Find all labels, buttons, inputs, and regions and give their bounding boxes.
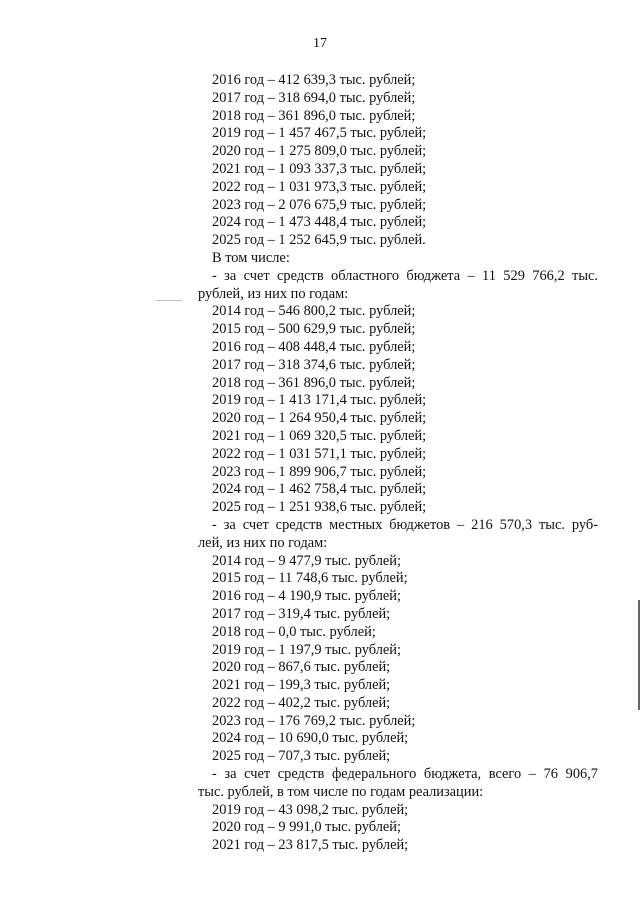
text-line: 2022 год – 1 031 973,3 тыс. рублей; bbox=[212, 178, 427, 195]
text-line: 2024 год – 1 473 448,4 тыс. рублей; bbox=[212, 214, 427, 231]
text-line: 2017 год – 318 374,6 тыс. рублей; bbox=[212, 356, 416, 373]
page-number: 17 bbox=[313, 36, 327, 51]
text-line: лей, из них по годам: bbox=[198, 534, 328, 551]
text-line: - за счет средств местных бюджетов – 216 570,3 тыс. руб- bbox=[212, 516, 598, 533]
text-line: 2023 год – 176 769,2 тыс. рублей; bbox=[212, 712, 416, 729]
text-line: 2022 год – 1 031 571,1 тыс. рублей; bbox=[212, 445, 427, 462]
text-line: 2016 год – 412 639,3 тыс. рублей; bbox=[212, 72, 416, 88]
text-line: 2020 год – 1 275 809,0 тыс. рублей; bbox=[212, 143, 427, 160]
text-line: 2015 год – 11 748,6 тыс. рублей; bbox=[212, 570, 408, 587]
text-line: 2021 год – 199,3 тыс. рублей; bbox=[212, 677, 391, 694]
text-line: 2014 год – 546 800,2 тыс. рублей; bbox=[212, 303, 416, 320]
text-line: 2024 год – 1 462 758,4 тыс. рублей; bbox=[212, 481, 427, 498]
text-line: 2021 год – 23 817,5 тыс. рублей; bbox=[212, 837, 409, 854]
text-line: 2019 год – 1 197,9 тыс. рублей; bbox=[212, 641, 401, 658]
text-line: 2015 год – 500 629,9 тыс. рублей; bbox=[212, 321, 416, 338]
text-line: 2020 год – 867,6 тыс. рублей; bbox=[212, 659, 391, 676]
text-line: 2018 год – 361 896,0 тыс. рублей; bbox=[212, 374, 416, 391]
text-line: 2016 год – 4 190,9 тыс. рублей; bbox=[212, 588, 401, 605]
text-line: 2021 год – 1 093 337,3 тыс. рублей; bbox=[212, 160, 427, 177]
text-line: тыс. рублей, в том числе по годам реализации: bbox=[198, 783, 484, 800]
text-line: 2018 год – 0,0 тыс. рублей; bbox=[212, 623, 376, 640]
text-line: 2024 год – 10 690,0 тыс. рублей; bbox=[212, 730, 409, 747]
text-line: 2020 год – 9 991,0 тыс. рублей; bbox=[212, 819, 401, 836]
text-line: 2023 год – 2 076 675,9 тыс. рублей; bbox=[212, 196, 427, 213]
text-line: 2017 год – 319,4 тыс. рублей; bbox=[212, 605, 391, 622]
document-body bbox=[198, 72, 598, 855]
text-line: 2017 год – 318 694,0 тыс. рублей; bbox=[212, 89, 416, 106]
text-line: 2025 год – 1 251 938,6 тыс. рублей; bbox=[212, 499, 427, 516]
text-line: 2025 год – 707,3 тыс. рублей; bbox=[212, 748, 391, 765]
text-line: 2023 год – 1 899 906,7 тыс. рублей; bbox=[212, 463, 427, 480]
text-line: 2018 год – 361 896,0 тыс. рублей; bbox=[212, 107, 416, 124]
text-line: - за счет средств федерального бюджета, всего – 76 906,7 bbox=[212, 766, 598, 783]
text-line: 2025 год – 1 252 645,9 тыс. рублей. bbox=[212, 232, 426, 249]
text-line: 2020 год – 1 264 950,4 тыс. рублей; bbox=[212, 410, 427, 427]
scan-speck bbox=[156, 300, 182, 301]
text-line: В том числе: bbox=[212, 249, 290, 266]
text-line: 2021 год – 1 069 320,5 тыс. рублей; bbox=[212, 427, 427, 444]
text-line: - за счет средств областного бюджета – 11 529 766,2 тыс. bbox=[212, 267, 598, 284]
text-line: 2014 год – 9 477,9 тыс. рублей; bbox=[212, 552, 401, 569]
text-line: 2022 год – 402,2 тыс. рублей; bbox=[212, 694, 391, 711]
text-line: 2019 год – 1 457 467,5 тыс. рублей; bbox=[212, 125, 427, 142]
text-line: 2019 год – 43 098,2 тыс. рублей; bbox=[212, 801, 409, 818]
text-line: 2019 год – 1 413 171,4 тыс. рублей; bbox=[212, 392, 427, 409]
text-line: рублей, из них по годам: bbox=[198, 285, 349, 302]
text-line: 2016 год – 408 448,4 тыс. рублей; bbox=[212, 338, 416, 355]
